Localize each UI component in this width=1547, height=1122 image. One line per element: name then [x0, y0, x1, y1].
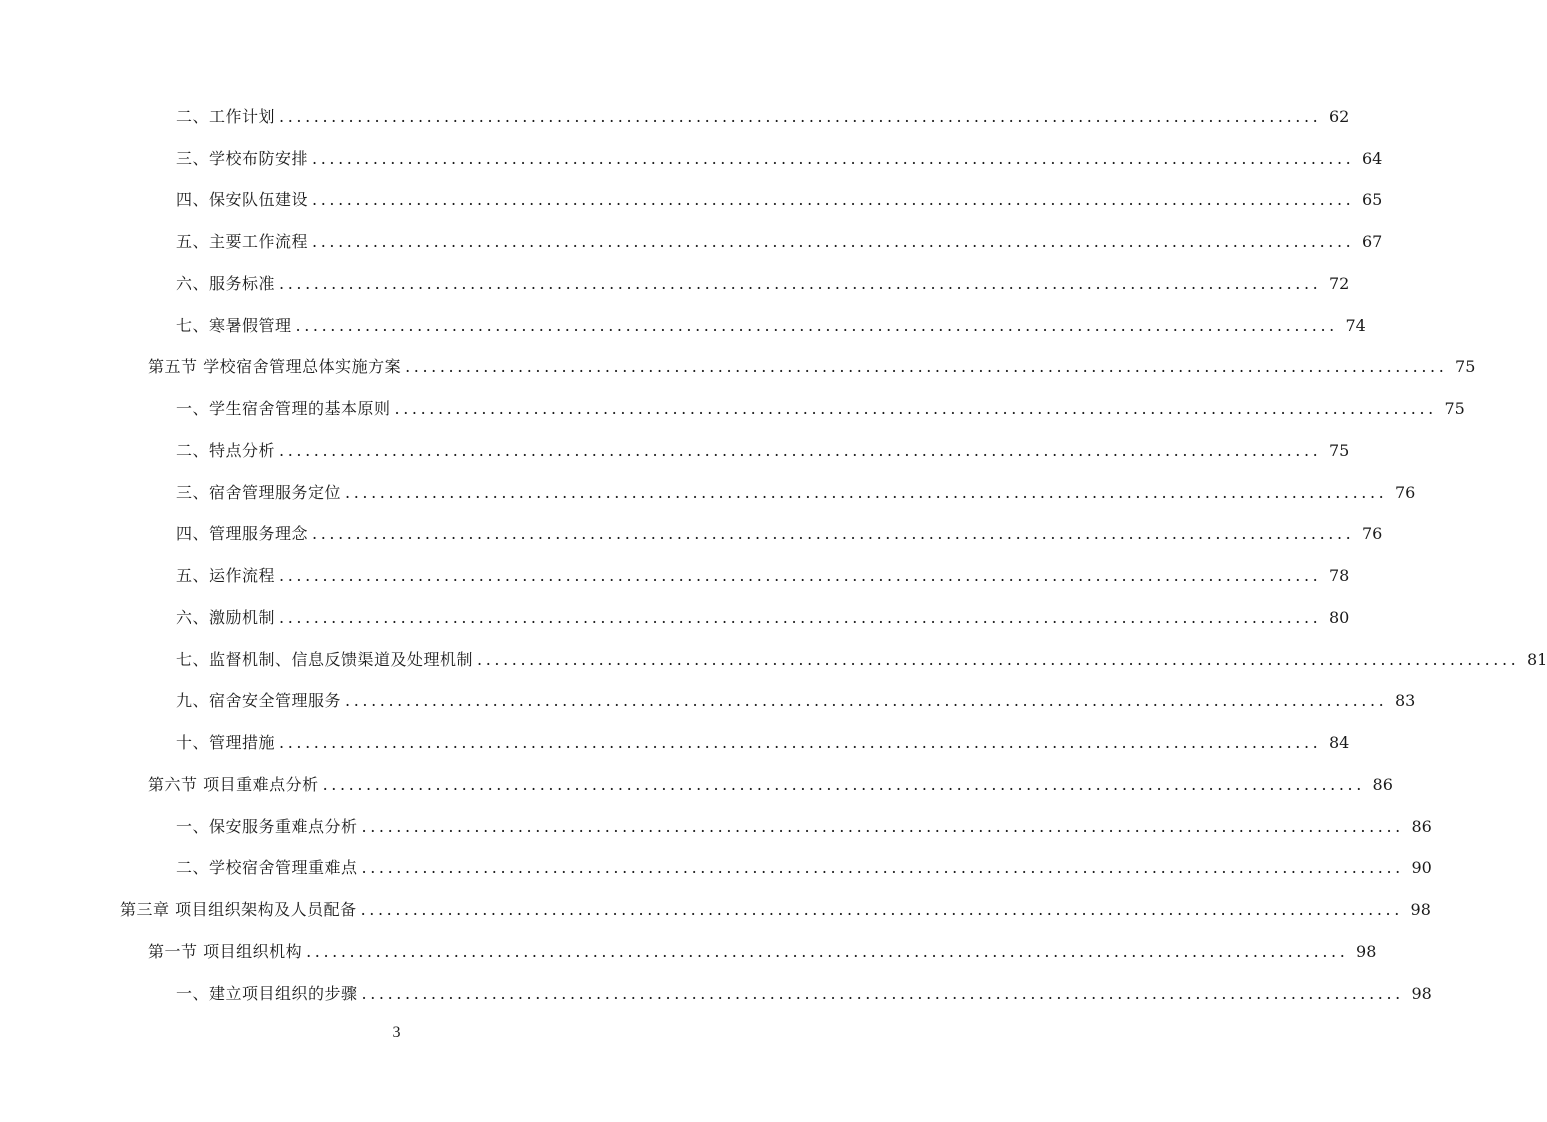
toc-entry-title: 第五节 学校宿舍管理总体实施方案 — [148, 357, 402, 377]
toc-entry-title: 五、运作流程 — [176, 566, 276, 586]
toc-entry-page: 64 — [1361, 148, 1383, 168]
toc-entry[interactable] — [0, 138, 1383, 180]
toc-entry[interactable] — [0, 764, 1393, 806]
toc-entry-title: 十、管理措施 — [176, 733, 276, 753]
toc-entry-title: 五、主要工作流程 — [176, 232, 309, 252]
toc-entry-page: 78 — [1328, 566, 1350, 586]
toc-entry-page: 81 — [1526, 649, 1547, 669]
toc-entry[interactable] — [0, 722, 1350, 764]
toc-entry-page: 86 — [1372, 774, 1393, 794]
toc-entry[interactable] — [0, 514, 1383, 556]
toc-entry-title: 四、管理服务理念 — [176, 524, 309, 544]
toc-entry-page: 83 — [1394, 691, 1416, 711]
toc-entry-title: 七、监督机制、信息反馈渠道及处理机制 — [176, 649, 474, 669]
toc-dot-leader: ........................................................................................................................ — [361, 858, 1404, 878]
toc-entry[interactable] — [0, 681, 1416, 723]
toc-entry[interactable] — [0, 931, 1377, 973]
toc-entry-page: 75 — [1455, 357, 1476, 377]
toc-entry[interactable] — [0, 889, 1431, 931]
toc-entry-page: 75 — [1328, 440, 1350, 460]
toc-dot-leader: ........................................................................................................................ — [312, 190, 1355, 210]
toc-entry-title: 六、激励机制 — [176, 607, 276, 627]
toc-dot-leader: ........................................................................................................................ — [345, 691, 1388, 711]
toc-entry-page: 67 — [1361, 232, 1383, 252]
toc-entry-page: 76 — [1361, 524, 1383, 544]
toc-entry[interactable] — [0, 305, 1366, 347]
toc-entry-title: 第一节 项目组织机构 — [148, 941, 303, 961]
toc-dot-leader: ........................................................................................................................ — [279, 440, 1322, 460]
toc-dot-leader: ........................................................................................................................ — [279, 273, 1322, 293]
toc-dot-leader: ........................................................................................................................ — [295, 315, 1338, 335]
toc-entry-title: 二、工作计划 — [176, 106, 276, 126]
toc-entry-title: 九、宿舍安全管理服务 — [176, 691, 342, 711]
toc-entry-page: 84 — [1328, 733, 1350, 753]
toc-entry-title: 一、学生宿舍管理的基本原则 — [176, 399, 391, 419]
toc-entry[interactable] — [0, 96, 1350, 138]
toc-entry-title: 二、学校宿舍管理重难点 — [176, 858, 358, 878]
toc-entry-title: 一、建立项目组织的步骤 — [176, 983, 358, 1003]
toc-entry-title: 六、服务标准 — [176, 273, 276, 293]
toc-entry[interactable] — [0, 806, 1432, 848]
toc-entry-title: 七、寒暑假管理 — [176, 315, 292, 335]
toc-dot-leader: ........................................................................................................................ — [279, 566, 1322, 586]
toc-dot-leader: ........................................................................................................................ — [345, 482, 1388, 502]
toc-entry[interactable] — [0, 848, 1432, 890]
toc-dot-leader: ........................................................................................................................ — [361, 983, 1404, 1003]
toc-entry-title: 一、保安服务重难点分析 — [176, 816, 358, 836]
toc-entry-title: 二、特点分析 — [176, 440, 276, 460]
toc-entry[interactable] — [0, 180, 1383, 222]
toc-entry-page: 98 — [1410, 900, 1431, 920]
toc-entry-title: 四、保安队伍建设 — [176, 190, 309, 210]
toc-dot-leader: ........................................................................................................................ — [405, 357, 1448, 377]
table-of-contents — [0, 96, 1547, 1015]
toc-entry[interactable] — [0, 555, 1350, 597]
toc-entry-title: 三、学校布防安排 — [176, 148, 309, 168]
toc-dot-leader: ........................................................................................................................ — [477, 649, 1520, 669]
toc-entry[interactable] — [0, 221, 1383, 263]
toc-entry-page: 90 — [1411, 858, 1432, 878]
toc-entry-title: 三、宿舍管理服务定位 — [176, 482, 342, 502]
toc-entry-page: 65 — [1361, 190, 1383, 210]
toc-entry-page: 86 — [1411, 816, 1432, 836]
toc-entry[interactable] — [0, 639, 1547, 681]
toc-entry-page: 74 — [1345, 315, 1366, 335]
toc-dot-leader: ........................................................................................................................ — [312, 524, 1355, 544]
toc-dot-leader: ........................................................................................................................ — [312, 232, 1355, 252]
toc-entry[interactable] — [0, 472, 1416, 514]
toc-dot-leader: ........................................................................................................................ — [312, 148, 1355, 168]
toc-entry[interactable] — [0, 430, 1350, 472]
toc-entry[interactable] — [0, 597, 1350, 639]
toc-entry[interactable] — [0, 347, 1476, 389]
toc-entry[interactable] — [0, 263, 1350, 305]
toc-entry-title: 第六节 项目重难点分析 — [148, 774, 319, 794]
toc-dot-leader: ........................................................................................................................ — [394, 399, 1437, 419]
toc-dot-leader: ........................................................................................................................ — [360, 900, 1403, 920]
toc-entry-page: 76 — [1394, 482, 1416, 502]
toc-entry-page: 80 — [1328, 607, 1350, 627]
toc-entry-title: 第三章 项目组织架构及人员配备 — [120, 900, 357, 920]
toc-entry-page: 62 — [1328, 106, 1350, 126]
toc-entry-page: 75 — [1444, 399, 1465, 419]
toc-entry[interactable] — [0, 388, 1465, 430]
toc-entry-page: 98 — [1356, 941, 1377, 961]
toc-entry-page: 72 — [1328, 273, 1350, 293]
toc-entry[interactable] — [0, 973, 1432, 1015]
page-number: 3 — [392, 1024, 401, 1041]
toc-dot-leader: ........................................................................................................................ — [322, 774, 1365, 794]
toc-dot-leader: ........................................................................................................................ — [279, 607, 1322, 627]
toc-dot-leader: ........................................................................................................................ — [361, 816, 1404, 836]
toc-dot-leader: ........................................................................................................................ — [279, 733, 1322, 753]
toc-dot-leader: ........................................................................................................................ — [279, 106, 1322, 126]
toc-dot-leader: ........................................................................................................................ — [306, 941, 1349, 961]
toc-entry-page: 98 — [1411, 983, 1432, 1003]
